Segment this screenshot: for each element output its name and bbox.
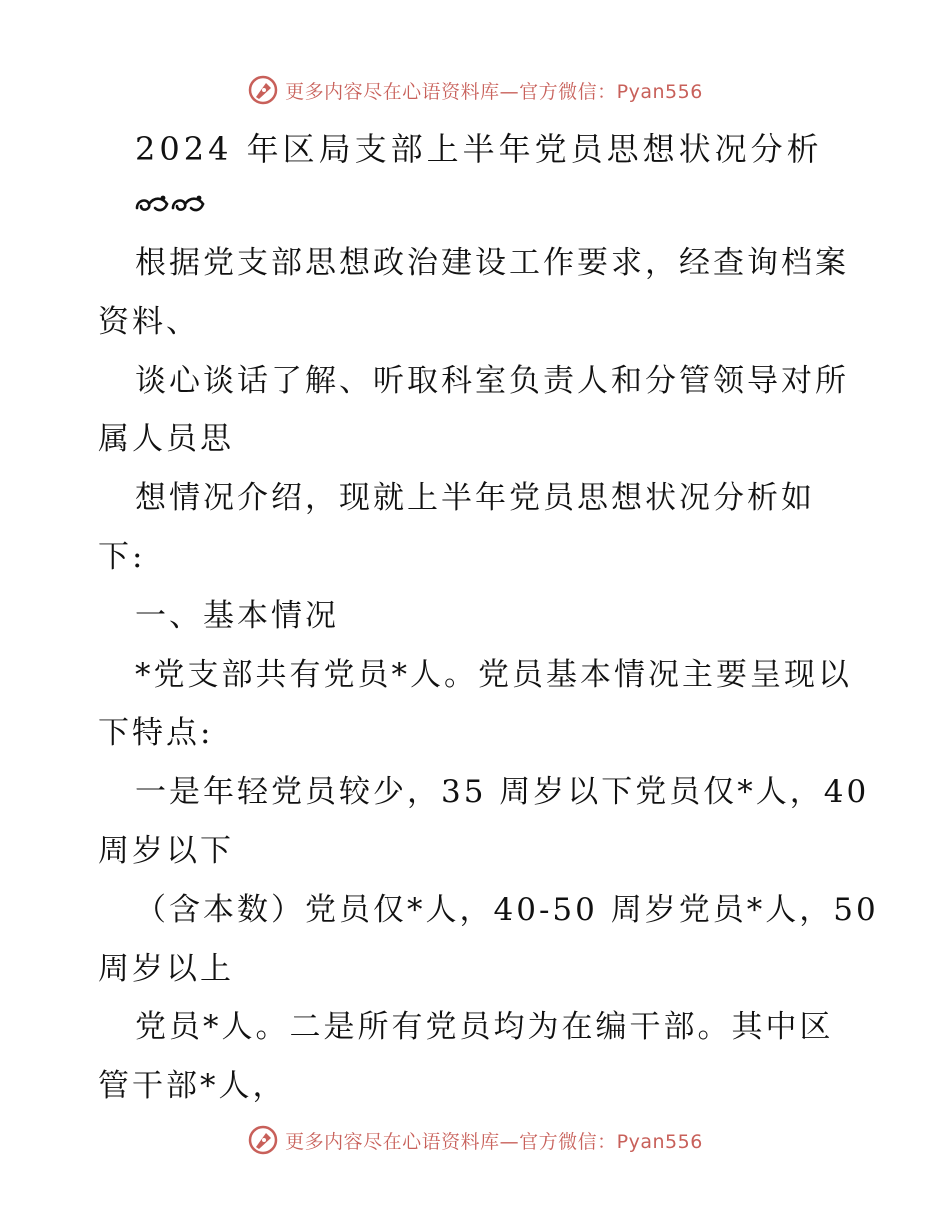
watermark-footer	[0, 1120, 950, 1160]
text-line: 资料、	[98, 303, 200, 340]
text-line: 属人员思	[98, 421, 234, 458]
text-line: 一、基本情况	[135, 597, 339, 634]
pen-nib-logo-icon	[247, 74, 279, 106]
text-line: 周岁以下	[98, 832, 234, 869]
text-line: 下:	[98, 538, 146, 575]
text-line: 周岁以上	[98, 950, 234, 987]
text-line: 下特点:	[98, 715, 214, 752]
document-title: 2024 年区局支部上半年党员思想状况分析	[135, 130, 823, 168]
text-line: *党支部共有党员*人。党员基本情况主要呈现以	[135, 656, 852, 693]
pen-nib-logo-icon	[247, 1124, 279, 1156]
text-line: 根据党支部思想政治建设工作要求，经查询档案	[135, 245, 849, 281]
watermark-text: 更多内容尽在心语资料库—官方微信：Pyan556	[285, 1130, 703, 1153]
swirl-ornament-icon	[133, 190, 213, 218]
watermark-group	[247, 74, 703, 106]
text-line: 党员*人。二是所有党员均为在编干部。其中区	[135, 1009, 834, 1046]
text-line: 管干部*人，	[98, 1068, 287, 1105]
text-line: 想情况介绍，现就上半年党员思想状况分析如	[135, 480, 815, 517]
text-line: 一是年轻党员较少，35 周岁以下党员仅*人，40	[135, 774, 870, 811]
text-line: （含本数）党员仅*人，40-50 周岁党员*人，50	[135, 891, 879, 928]
watermark-group	[247, 1124, 703, 1156]
watermark-header	[0, 70, 950, 110]
watermark-text: 更多内容尽在心语资料库—官方微信：Pyan556	[285, 80, 703, 103]
text-line: 谈心谈话了解、听取科室负责人和分管领导对所	[135, 362, 849, 399]
document-body	[98, 234, 879, 1116]
